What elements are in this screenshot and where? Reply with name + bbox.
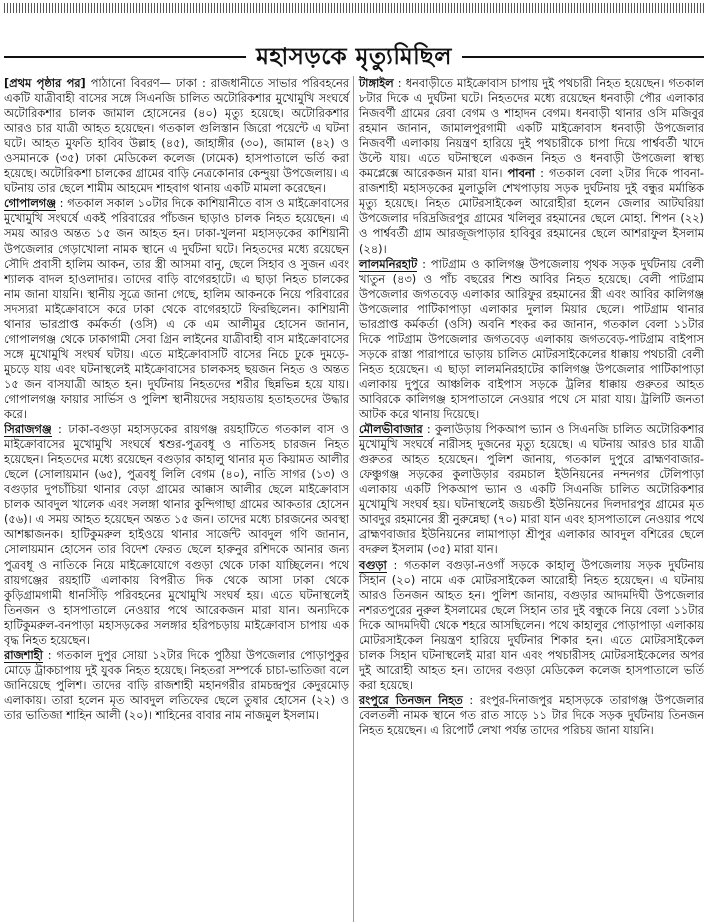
- top-ornamental-rule: [4, 3, 704, 13]
- paragraph-bogura: [359, 558, 704, 693]
- paragraph-continuation: [4, 76, 349, 196]
- paragraph-text: পাঠানো বিবরণ— ঢাকা : রাজধানীতে সাভার পরিবহনের একটি যাত্রীবাহী বাসের সঙ্গে সিএনজি চালিত অটোরিকশার মুখোমুখি সংঘর্ষে অটোরিকশার চালক জামাল হোসেনের (৪০) মৃত্যু হয়েছে। অটোরিকশার আরও চার যাত্রী আহত হয়েছেন। গতকাল গুলিস্তান জিরো পয়েন্টে এ ঘটনা ঘটে। আহত মুফতি হাবিব উল্লাহ (৪৫), জাহাঙ্গীর (৩০), জামাল (৪২) ও ওসমানকে (৩৫) ঢাকা মেডিকেল কলেজ (ঢামেক) হাসপাতালে ভর্তি করা হয়েছে। অটোরিকশা চালকের গ্রামের বাড়ি নেত্রকোনার কেন্দুয়া উপজেলায়। এ ঘটনায় তার ছেলে শামীম আহমেদ শাহবাগ থানায় একটি মামলা করেছেন।: [4, 76, 349, 196]
- dateline: টাঙ্গাইল: [359, 76, 394, 90]
- paragraph-text: : কুলাউড়ায় পিকআপ ভ্যান ও সিএনজি চালিত অটোরিকশার মুখোমুখি সংঘর্ষে নারীসহ দুজনের মৃত্যু হয়েছে। এ ঘটনায় আরও চার যাত্রী গুরুতর আহত হয়েছেন। পুলিশ জানায়, গতকাল দুপুরে ব্রাহ্মণবাজার-ফেঞ্চুগঞ্জ সড়কের কুলাউড়ার বরমচাল ইউনিয়নের নন্দনগর টেলিপাড়া এলাকায় একটি পিকআপ ভ্যান ও একটি সিএনজি চালিত অটোরিকশার মুখোমুখি সংঘর্ষ হয়। ঘটনাস্থলেই জয়চণ্ডী ইউনিয়নের দিলদারপুর গ্রামের মৃত আবদুর রহমানের স্ত্রী নুরুন্নেছা (৭০) মারা যান এবং হাসপাতালে নেওয়ার পথে ব্রাহ্মণবাজার ইউনিয়নের লামাপাড়া শ্রীপুর এলাকার আবদুল বশিরের ছেলে বদরুল ইসলাম (৩৫) মারা যান।: [359, 422, 704, 557]
- paragraph-text: : পাটগ্রাম ও কালিগঞ্জ উপজেলায় পৃথক সড়ক দুর্ঘটনায় বেলী খাতুন (৪৩) ও পাঁচ বছরের শিশু আবির নিহত হয়েছে। বেলী পাটগ্রাম উপজেলার জগতবেড় এলাকার আরিফুর রহমানের স্ত্রী এবং আবির কালিগঞ্জ উপজেলার পাটিকাপাড়া এলাকার দুলাল মিয়ার ছেলে। পাটগ্রাম থানার ভারপ্রাপ্ত কর্মকর্তা (ওসি) অবনি শংকর কর জানান, গতকাল বেলা ১১টার দিকে পাটগ্রাম উপজেলার জগতবেড় এলাকায় জগতবেড়-পাটগ্রাম বাইপাস সড়কে রাস্তা পারাপারে ভাড়ায় চালিত মোটরসাইকেলের ধাক্কায় পথচারী বেলী নিহত হয়েছেন। এ ছাড়া লালমনিরহাটের কালিগঞ্জ উপজেলার পাটিকাপাড়া এলাকায় দুপুরে আঞ্চলিক বাইপাস সড়কে ট্রলির ধাক্কায় গুরুতর আহত আবিরকে কালিগঞ্জ হাসপাতালে নেওয়ার পথে সে মারা যায়। ট্রলিটি জনতা আটক করে থানায় দিয়েছে।: [359, 256, 704, 422]
- dateline: পাবনা: [507, 166, 535, 181]
- dateline: লালমনিরহাট: [359, 256, 418, 271]
- paragraph-sirajganj: [4, 422, 349, 648]
- paragraph-rajshahi: [4, 648, 349, 723]
- paragraph-text: : গতকাল বগুড়া-নওগাঁ সড়কে কাহালু উপজেলায় সড়ক দুর্ঘটনায় সিহান (২০) নামে এক মোটরসাইকেল আরোহী নিহত হয়েছেন। এ ঘটনায় আরও তিনজন আহত হন। পুলিশ জানায়, বগুড়ার আদমদিঘী উপজেলার নশরতপুরের নুরুল ইসলামের ছেলে সিহান তার দুই বন্ধুকে নিয়ে বেলা ১১টার দিকে আদমদিঘী থেকে শহরে আসছিলেন। পথে কাহালুর পোড়াপাড়া এলাকায় মোটরসাইকেল নিয়ন্ত্রণ হারিয়ে দুর্ঘটনার শিকার হন। এতে মোটরসাইকেল চালক সিহান ঘটনাস্থলেই মারা যান এবং পথচারীসহ মোটরসাইকেলের অপর দুই আরোহী আহত হন। তাদের বগুড়া মেডিকেল কলেজ হাসপাতালে ভর্তি করা হয়েছে।: [359, 557, 704, 692]
- paragraph-text: : গতকাল সকাল ১০টার দিকে কাশিয়ানীতে বাস ও মাইক্রোবাসের মুখোমুখি সংঘর্ষে একই পরিবারের পাঁচজন ছাড়াও চালক নিহত হয়েছেন। এ সময় আরও অন্তত ১৫ জন আহত হন। ঢাকা-খুলনা মহাসড়কের কাশিয়ানী উপজেলার গেড়াখোলা নামক স্থানে এ দুর্ঘটনা ঘটে। নিহতদের মধ্যে রয়েছেন সৌদি প্রবাসী হালিম আকন, তার স্ত্রী আসমা বানু, ছেলে সিহাব ও সুজন এবং শ্যালক বাদল হাওলাদার। তাদের বাড়ি বাগেরহাটে। এ ছাড়া নিহত চালকের নাম জানা যায়নি। স্থানীয় সূত্রে জানা গেছে, হালিম আকনকে নিয়ে পরিবারের সদস্যরা মাইক্রোবাসে করে ঢাকা থেকে বাগেরহাটে ফিরছিলেন। কাশিয়ানী থানার ভারপ্রাপ্ত কর্মকর্তা (ওসি) এ কে এম আলীমুর হোসেন জানান, গোপালগঞ্জ থেকে ঢাকাগামী সেবা গ্রিন লাইনের যাত্রীবাহী বাস মাইক্রোবাসের সঙ্গে মুখোমুখি সংঘর্ষ ঘটায়। এতে মাইক্রোবাসটি বাসের নিচে ঢুকে দুমড়ে-মুচড়ে যায় এবং ঘটনাস্থলেই মাইক্রোবাসের চালকসহ ছয়জন নিহত ও অন্তত ১৫ জন বাসযাত্রী আহত হন। দুর্ঘটনায় নিহতদের শরীর ছিন্নভিন্ন হয়ে যায়। গোপালগঞ্জ ফায়ার সার্ভিস ও পুলিশ স্থানীয়দের সহায়তায় হতাহতদের উদ্ধার করে।: [4, 196, 349, 422]
- dateline: মৌলভীবাজার: [359, 422, 423, 437]
- right-column: [354, 76, 704, 922]
- dateline: রংপুরে তিনজন নিহত: [359, 692, 463, 707]
- paragraph-tangail: [359, 76, 704, 257]
- dateline: রাজশাহী: [4, 647, 43, 662]
- paragraph-lalmonirhat: [359, 257, 704, 423]
- paragraph-gopalganj: [4, 196, 349, 422]
- paragraph-text: : ঢাকা-বগুড়া মহাসড়কের রায়গঞ্জ রয়হাটিতে গতকাল বাস ও মাইক্রোবাসের মুখোমুখি সংঘর্ষে শ্বশুর-পুত্রবধূ ও নাতিসহ চারজন নিহত হয়েছেন। নিহতদের মধ্যে রয়েছেন বগুড়ার কাহালু থানার মৃত কিয়ামত আলীর ছেলে (সোলায়মান (৬৫), পুত্রবধূ লিলি বেগম (৪০), নাতি সাগর (১৩) ও বগুড়ার দুপচাঁচিয়া থানার বেড়া গ্রামের আক্কাস আলীর ছেলে মাইক্রোবাস চালক আবদুল খালেক এবং সলঙ্গা থানার কুন্দিগাছা গ্রামের আকতার হোসেন (৫৬)। এ সময় আহত হয়েছেন অন্তত ১৫ জন। তাদের মধ্যে চারজনের অবস্থা আশঙ্কাজনক। হাটিকুমরুল হাইওয়ে থানার সার্জেন্ট আবদুল গণি জানান, সোলায়মান হোসেন তার বিদেশ ফেরত ছেলে হারুনুর রশিদকে আনার জন্য পুত্রবধূ ও নাতিকে নিয়ে মাইক্রোযোগে বগুড়া থেকে ঢাকা যাচ্ছিলেন। পথে রায়গঞ্জের রয়হাটি এলাকায় বিপরীত দিক থেকে আসা ঢাকা থেকে কুড়িগ্রামগামী ধানসিঁড়ি পরিবহনের মুখোমুখি সংঘর্ষ হয়। এতে ঘটনাস্থলেই তিনজন ও হাসপাতালে নেওয়ার পথে আরেকজন মারা যান। অন্যদিকে হাটিকুমরুল-বনপাড়া মহাসড়কের সলঙ্গার হরিপচড়ায় মাইক্রোবাস চাপায় এক বৃদ্ধ নিহত হয়েছেন।: [4, 422, 349, 647]
- dateline: সিরাজগঞ্জ: [4, 422, 52, 437]
- page-headline: মহাসড়কে মৃত্যুমিছিল: [256, 42, 452, 70]
- headline-rule-right: [462, 56, 704, 58]
- dateline: গোপালগঞ্জ: [4, 196, 56, 211]
- left-column: [4, 76, 354, 922]
- paragraph-moulvibazar: [359, 422, 704, 557]
- paragraph-text: : গতকাল বেলা ২টার দিকে পাবনা-রাজশাহী মহাসড়কের মুলাডুলি শেখপাড়ায় সড়ক দুর্ঘটনায় দুই বন্ধুর মর্মান্তিক মৃত্যু হয়েছে। নিহত মোটরসাইকেল আরোহীরা হলেন জেলার আটঘরিয়া উপজেলার দরিদ্রজিরপুর গ্রামের খলিলুর রহমানের ছেলে মোহা. শিপন (২২) ও পার্শ্ববর্তী গ্রাম আরজূজপাড়ার হাবিবুর রহমানের ছেলে আশরাফুল ইসলাম (২৪)।: [359, 166, 704, 256]
- headline-band: [4, 40, 704, 74]
- paragraph-rangpur: [359, 693, 704, 738]
- paragraph-text: : গতকাল দুপুর সোয়া ১২টার দিকে পুঠিয়া উপজেলার পোড়াপুকুর মোড়ে ট্রাকচাপায় দুই যুবক নিহত হয়েছে। নিহতরা সম্পর্কে চাচা-ভাতিজা বলে জানিয়েছে পুলিশ। তাদের বাড়ি রাজশাহী মহানগরীর রামচন্দ্রপুর কেদুরমোড় এলাকায়। তারা হলেন মৃত আবদুল লতিফের ছেলে তুষার হোসেন (২২) ও তার ভাতিজা শাহিন আলী (২০)। শাহিনের বাবার নাম নাজমুল ইসলাম।: [4, 647, 349, 722]
- dateline: [প্রথম পৃষ্ঠার পর]: [4, 76, 86, 90]
- paragraph-text: : ধনবাড়ীতে মাইক্রোবাস চাপায় দুই পথচারী নিহত হয়েছেন। গতকাল ৮টার দিকে এ দুর্ঘটনা ঘটে। নিহতদের মধ্যে রয়েছেন ধনবাড়ী পৌর এলাকার নিজবর্ণী গ্রামের রেবা বেগম ও শাহাদন বেগম। ধনবাড়ী থানার ওসি মজিবুর রহমান জানান, জামালপুরগামী একটি মাইক্রোবাস ধনবাড়ী উপজেলার নিজবর্ণী এলাকায় নিয়ন্ত্রণ হারিয়ে দুই পথচারীকে চাপা দিয়ে পার্শ্ববর্তী খাদে উল্টে যায়। এতে ঘটনাস্থলে একজন নিহত ও ধনবাড়ী উপজেলা স্বাস্থ্য কমপ্লেক্সে আরেকজন মারা যান।: [359, 76, 704, 181]
- article-columns: [4, 76, 704, 922]
- paragraph-text: : রংপুর-দিনাজপুর মহাসড়কে তারাগঞ্জ উপজেলার বেলতলী নামক স্থানে গত রাত সাড়ে ১১ টার দিকে সড়ক দুর্ঘটনায় তিনজন নিহত হয়েছেন। এ রিপোর্ট লেখা পর্যন্ত তাদের পরিচয় জানা যায়নি।: [359, 692, 704, 738]
- headline-rule-left: [4, 56, 246, 58]
- dateline: বগুড়া: [359, 557, 387, 572]
